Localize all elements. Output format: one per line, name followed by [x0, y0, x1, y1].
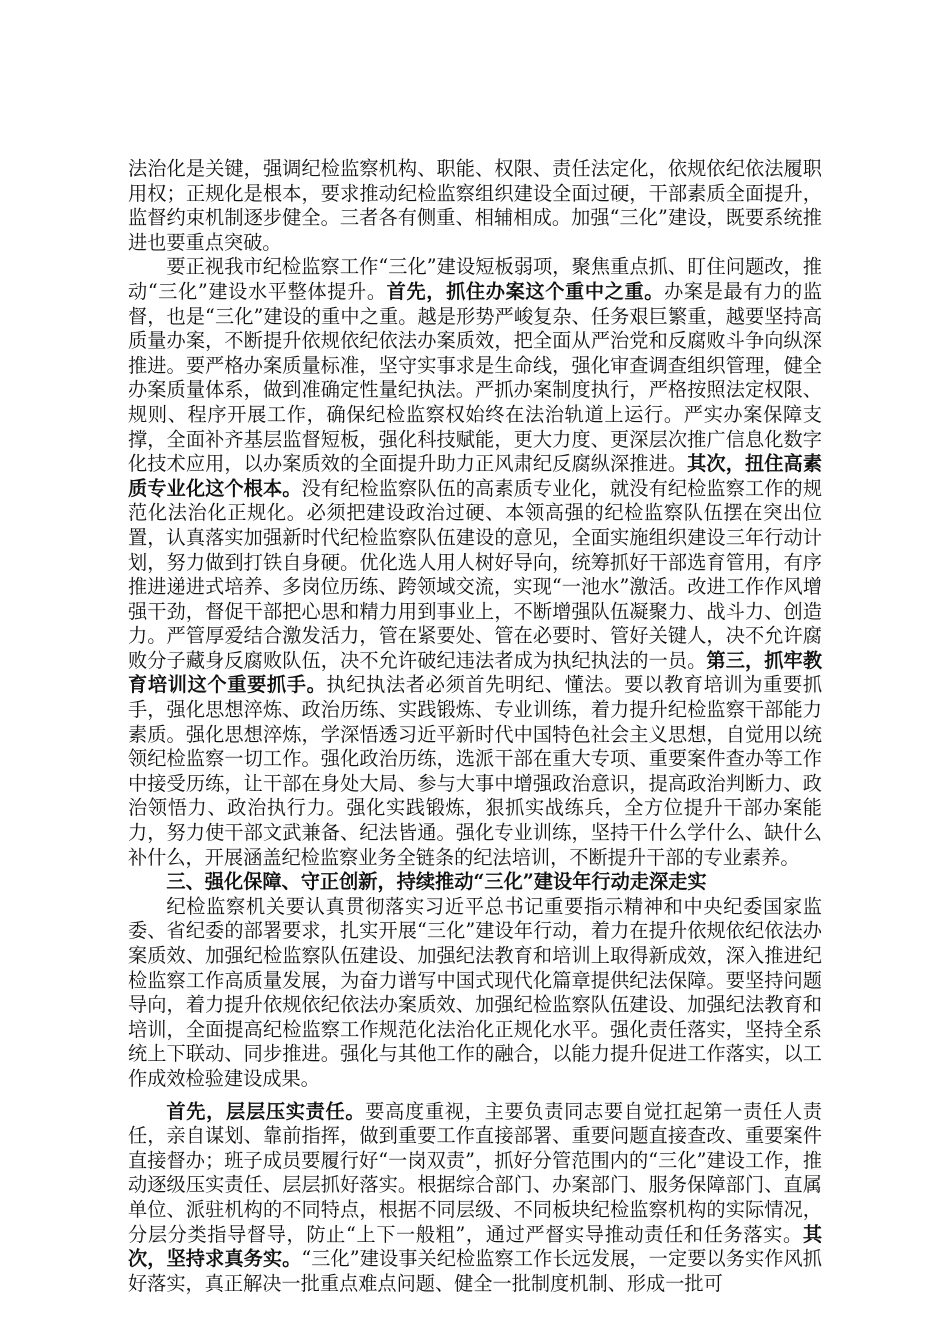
- bold-point-first: 首先，层层压实责任。: [166, 1099, 366, 1123]
- bold-point-third: 第三，抓牢教育培训这个重要抓手。: [128, 648, 823, 697]
- bold-point-second: 其次，扭住高素质专业化这个根本。: [128, 452, 823, 500]
- paragraph-section-three: 纪检监察机关要认真贯彻落实习近平总书记重要指示精神和中央纪委国家监委、省纪委的部署要求，扎实开展“三化”建设年行动，着力在提升依规依纪依法办案质效、加强纪检监察队伍建设、加强纪法教育和培训上取得新成效，深入推进纪检监察工作高质量发展，为奋力谱写中国式现代化篇章提供纪法保障。要坚持问题导向，着力提升依规依纪依法办案质效、加强纪检监察队伍建设、加强纪法教育和培训，全面提高纪检监察工作规范化法治化正规化水平。强化责任落实，坚持全系统上下联动、同步推进。强化与其他工作的融合，以能力提升促进工作落实，以工作成效检验建设成果。: [128, 894, 822, 1090]
- paragraph-text: 办案是最有力的监督，也是“三化”建设的重中之重。越是形势严峻复杂、任务艰巨繁重，越要坚持高质量办案，不断提升依规依纪依法办案质效，把全面从严治党和反腐败斗争向纵深推进。要严格办案质量标准，坚守实事求是生命线，强化审查调查组织管理，健全办案质量体系，做到准确定性量纪执法。严抓办案制度执行，严格按照法定权限、规则、程序开展工作，确保纪检监察权始终在法治轨道上运行。严实办案保障支撑，全面补齐基层监督短板，强化科技赋能，更大力度、更深层次推广信息化数字化技术应用，以办案质效的全面提升助力正风肃纪反腐纵深推进。: [128, 279, 823, 476]
- section-heading-three: 三、强化保障、守正创新，持续推动“三化”建设年行动走深走实: [166, 870, 707, 894]
- paragraph-text: 要高度重视，主要负责同志要自觉扛起第一责任人责任，亲自谋划、靠前指挥，做到重要工作直接部署、重要问题直接查改、重要案件直接督办；班子成员要履行好“一岗双责”，抓好分管范围内的“三化”建设工作，推动逐级压实责任、层层抓好落实。根据综合部门、办案部门、服务保障部门、直属单位、派驻机构的不同特点，根据不同层级、不同板块纪检监察机构的实际情况，分层分类指导督导，防止“上下一般粗”，通过严督实导推动责任和任务落实。: [128, 1099, 823, 1246]
- paragraph-key-points: [128, 255, 822, 870]
- paragraph-text: 执纪执法者必须首先明纪、懂法。要以教育培训为重要抓手，强化思想淬炼、政治历练、实践锻炼、专业训练，着力提升纪检监察干部能力素质。强化思想淬炼，学深悟透习近平新时代中国特色社会主义思想，自觉用以统领纪检监察一切工作。强化政治历练，选派干部在重大专项、重要案件查办等工作中接受历练，让干部在身处大局、参与大事中增强政治意识，提高政治判断力、政治领悟力、政治执行力。强化实践锻炼，狠抓实战练兵，全方位提升干部办案能力，努力使干部文武兼备、纪法皆通。强化专业训练，坚持干什么学什么、缺什么补什么，开展涵盖纪检监察业务全链条的纪法培训，不断提升干部的专业素养。: [128, 673, 823, 869]
- paragraph-intro-continued: 法治化是关键，强调纪检监察机构、职能、权限、责任法定化，依规依纪依法履职用权；正规化是根本，要求推动纪检监察组织建设全面过硬，干部素质全面提升，监督约束机制逐步健全。三者各有侧重、相辅相成。加强“三化”建设，既要系统推进也要重点突破。: [128, 157, 822, 254]
- paragraph-text: “三化”建设事关纪检监察工作长远发展，一定要以务实作风抓好落实，真正解决一批重点难点问题、健全一批制度机制、形成一批可: [128, 1247, 822, 1295]
- paragraph-text: 要正视我市纪检监察工作“三化”建设短板弱项，聚焦重点抓、盯住问题改，推动“三化”建设水平整体提升。: [128, 255, 822, 303]
- bold-point-first: 首先，抓住办案这个重中之重。: [386, 279, 665, 303]
- paragraph-measures: [128, 1100, 822, 1297]
- bold-point-second: 其次，坚持求真务实。: [128, 1222, 822, 1271]
- document-page: [128, 157, 822, 1296]
- paragraph-text: 没有纪检监察队伍的高素质专业化，就没有纪检监察工作的规范化法治化正规化。必须把建设政治过硬、本领高强的纪检监察队伍摆在突出位置，认真落实加强新时代纪检监察队伍建设的意见，全面实施组织建设三年行动计划，努力做到打铁自身硬。优化选人用人树好导向，统筹抓好干部选育管用，有序推进递进式培养、多岗位历练、跨领域交流，实现“一池水”激活。改进工作作风增强干劲，督促干部把心思和精力用到事业上，不断增强队伍凝聚力、战斗力、创造力。严管厚爱结合激发活力，管在紧要处、管在必要时、管好关键人，决不允许腐败分子藏身反腐败队伍，决不允许破纪违法者成为执纪执法的一员。: [128, 476, 823, 672]
